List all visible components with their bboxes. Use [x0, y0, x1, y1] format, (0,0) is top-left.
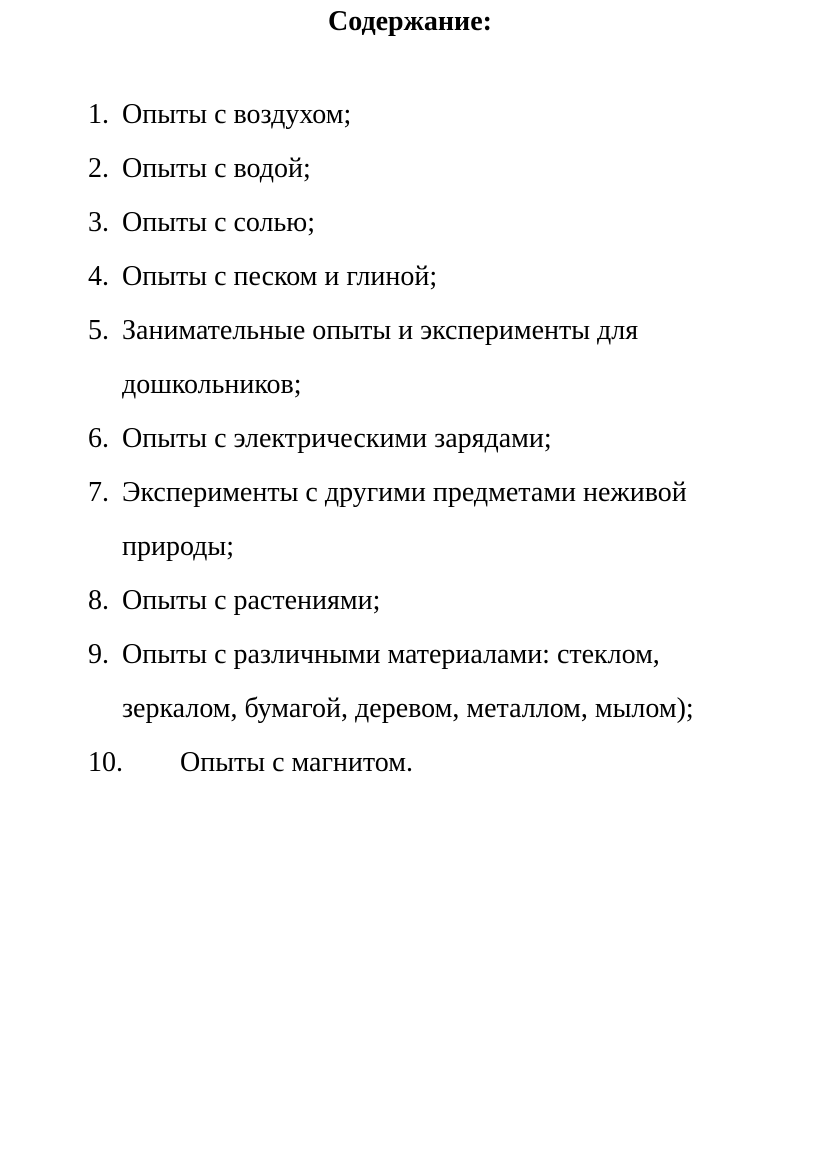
- toc-item-number: 9.: [88, 639, 109, 670]
- toc-item-1: [88, 88, 788, 142]
- toc-item-text: Опыты с растениями;: [122, 585, 381, 616]
- toc-item-text: Опыты с песком и глиной;: [122, 261, 438, 292]
- toc-item-number: 2.: [88, 153, 109, 184]
- toc-item-text: Опыты с водой;: [122, 153, 311, 184]
- toc-item-text-continuation: зеркалом, бумагой, деревом, металлом, мылом);: [122, 693, 694, 724]
- toc-item-5: [88, 304, 788, 412]
- toc-item-text: Опыты с электрическими зарядами;: [122, 423, 552, 454]
- toc-item-text: Опыты с различными материалами: стеклом,: [122, 639, 660, 670]
- toc-item-4: [88, 250, 788, 304]
- toc-item-number: 4.: [88, 261, 109, 292]
- toc-item-number: 8.: [88, 585, 109, 616]
- toc-item-text-continuation: дошкольников;: [122, 369, 302, 400]
- toc-item-10: [88, 736, 788, 790]
- toc-item-6: [88, 412, 788, 466]
- toc-item-number: 5.: [88, 315, 109, 346]
- table-of-contents: [88, 88, 788, 790]
- toc-item-text: Опыты с магнитом.: [180, 747, 413, 778]
- toc-item-text: Эксперименты с другими предметами неживой: [122, 477, 687, 508]
- toc-item-7: [88, 466, 788, 574]
- toc-item-number: 7.: [88, 477, 109, 508]
- toc-item-8: [88, 574, 788, 628]
- toc-item-text-continuation: природы;: [122, 531, 234, 562]
- toc-item-text: Опыты с солью;: [122, 207, 315, 238]
- toc-item-3: [88, 196, 788, 250]
- toc-item-text: Опыты с воздухом;: [122, 99, 352, 130]
- toc-item-number: 10.: [88, 747, 123, 778]
- toc-item-2: [88, 142, 788, 196]
- toc-item-9: [88, 628, 788, 736]
- page-title: Содержание:: [328, 6, 492, 37]
- toc-item-number: 6.: [88, 423, 109, 454]
- toc-item-number: 1.: [88, 99, 109, 130]
- toc-item-number: 3.: [88, 207, 109, 238]
- toc-item-text: Занимательные опыты и эксперименты для: [122, 315, 639, 346]
